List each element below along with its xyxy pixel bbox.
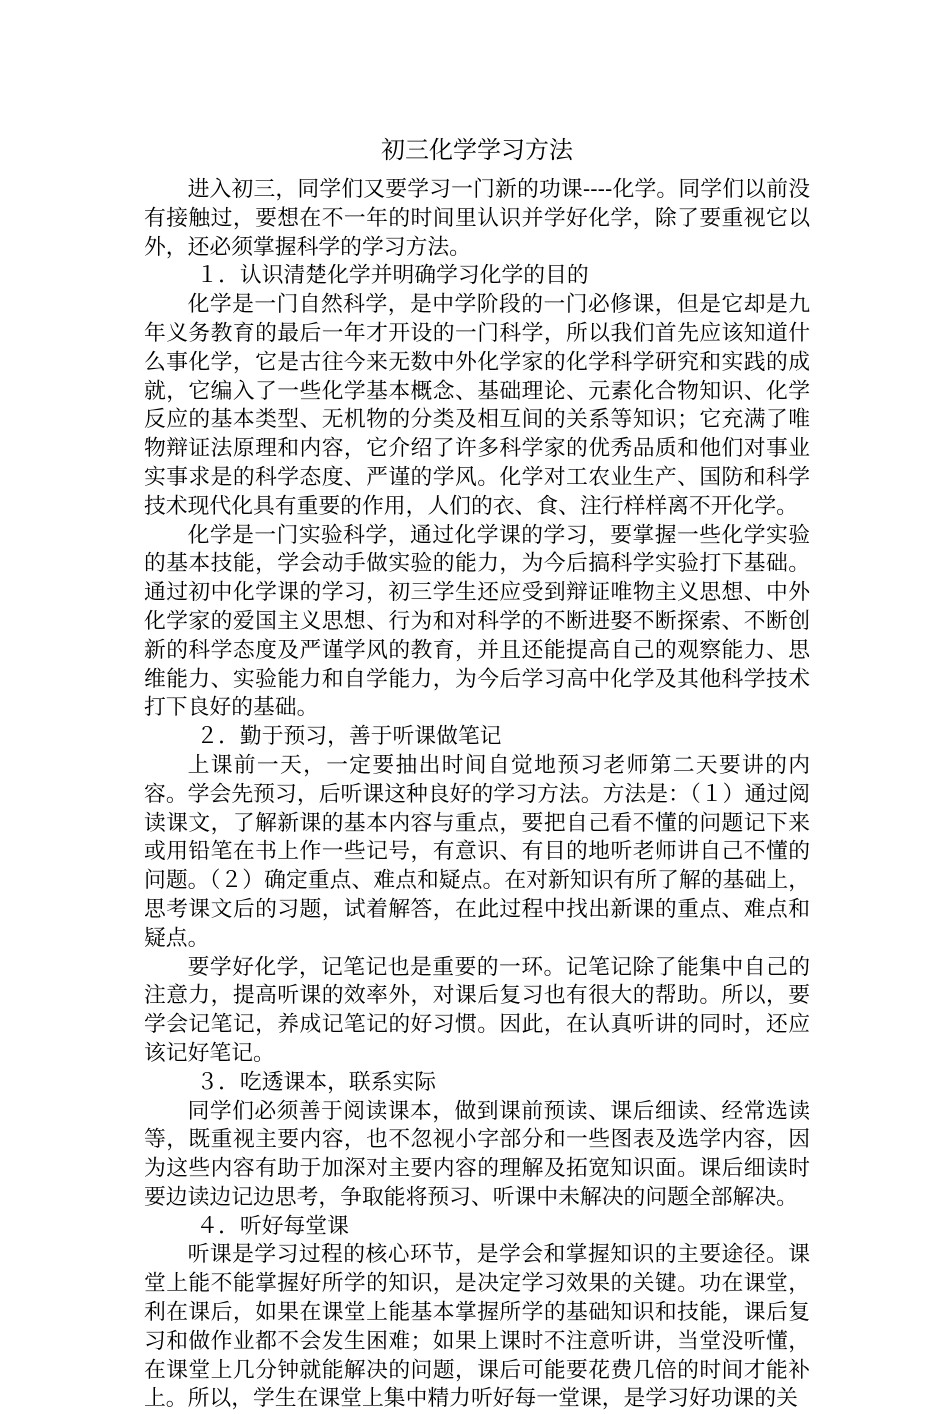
document-page — [144, 130, 810, 1414]
section-heading-3: ３．吃透课本，联系实际 — [196, 1069, 437, 1095]
section-heading-4: ４．听好每堂课 — [196, 1213, 349, 1239]
body-paragraph: 化学是一门实验科学，通过化学课的学习，要掌握一些化学实验的基本技能，学会动手做实验的能力，为今后搞科学实验打下基础。通过初中化学课的学习，初三学生还应受到辩证唯物主义思想、中外化学家的爱国主义思想、行为和对科学的不断进娶不断探索、不断创新的科学态度及严谨学风的教育，并且还能提高自己的观察能力、思维能力、实验能力和自学能力，为今后学习高中化学及其他科学技术打下良好的基础。 — [144, 522, 810, 721]
body-paragraph: 化学是一门自然科学，是中学阶段的一门必修课，但是它却是九年义务教育的最后一年才开设的一门科学，所以我们首先应该知道什么事化学，它是古往今来无数中外化学家的化学科学研究和实践的成就，它编入了一些化学基本概念、基础理论、元素化合物知识、化学反应的基本类型、无机物的分类及相互间的关系等知识；它充满了唯物辩证法原理和内容，它介绍了许多科学家的优秀品质和他们对事业实事求是的科学态度、严谨的学风。化学对工农业生产、国防和科学技术现代化具有重要的作用，人们的衣、食、注行样样离不开化学。 — [144, 292, 810, 519]
body-paragraph: 要学好化学，记笔记也是重要的一环。记笔记除了能集中自己的注意力，提高听课的效率外，对课后复习也有很大的帮助。所以，要学会记笔记，养成记笔记的好习惯。因此，在认真听讲的同时，还应该记好笔记。 — [144, 954, 810, 1066]
section-heading-2: ２．勤于预习，善于听课做笔记 — [196, 724, 502, 750]
body-paragraph: 听课是学习过程的核心环节，是学会和掌握知识的主要途径。课堂上能不能掌握好所学的知识，是决定学习效果的关键。功在课堂，利在课后，如果在课堂上能基本掌握所学的基础知识和技能，课后复习和做作业都不会发生困难；如果上课时不注意听讲，当堂没听懂，在课堂上几分钟就能解决的问题，课后可能要花费几倍的时间才能补上。所以，学生在课堂上集中精力听好每一堂课，是学习好功课的关 — [144, 1242, 810, 1412]
body-paragraph: 上课前一天，一定要抽出时间自觉地预习老师第二天要讲的内容。学会先预习，后听课这种良好的学习方法。方法是：（１）通过阅读课文，了解新课的基本内容与重点，要把自己看不懂的问题记下来或用铅笔在书上作一些记号，有意识、有目的地听老师讲自己不懂的问题。（２）确定重点、难点和疑点。在对新知识有所了解的基础上，思考课文后的习题，试着解答，在此过程中找出新课的重点、难点和疑点。 — [144, 752, 810, 951]
section-heading-1: １．认识清楚化学并明确学习化学的目的 — [196, 263, 589, 289]
intro-paragraph: 进入初三，同学们又要学习一门新的功课----化学。同学们以前没有接触过，要想在不一年的时间里认识并学好化学，除了要重视它以外，还必须掌握科学的学习方法。 — [144, 177, 810, 260]
body-paragraph: 同学们必须善于阅读课本，做到课前预读、课后细读、经常选读等，既重视主要内容，也不忽视小字部分和一些图表及选学内容，因为这些内容有助于加深对主要内容的理解及拓宽知识面。课后细读时要边读边记边思考，争取能将预习、听课中未解决的问题全部解决。 — [144, 1098, 810, 1210]
document-title: 初三化学学习方法 — [381, 136, 573, 164]
